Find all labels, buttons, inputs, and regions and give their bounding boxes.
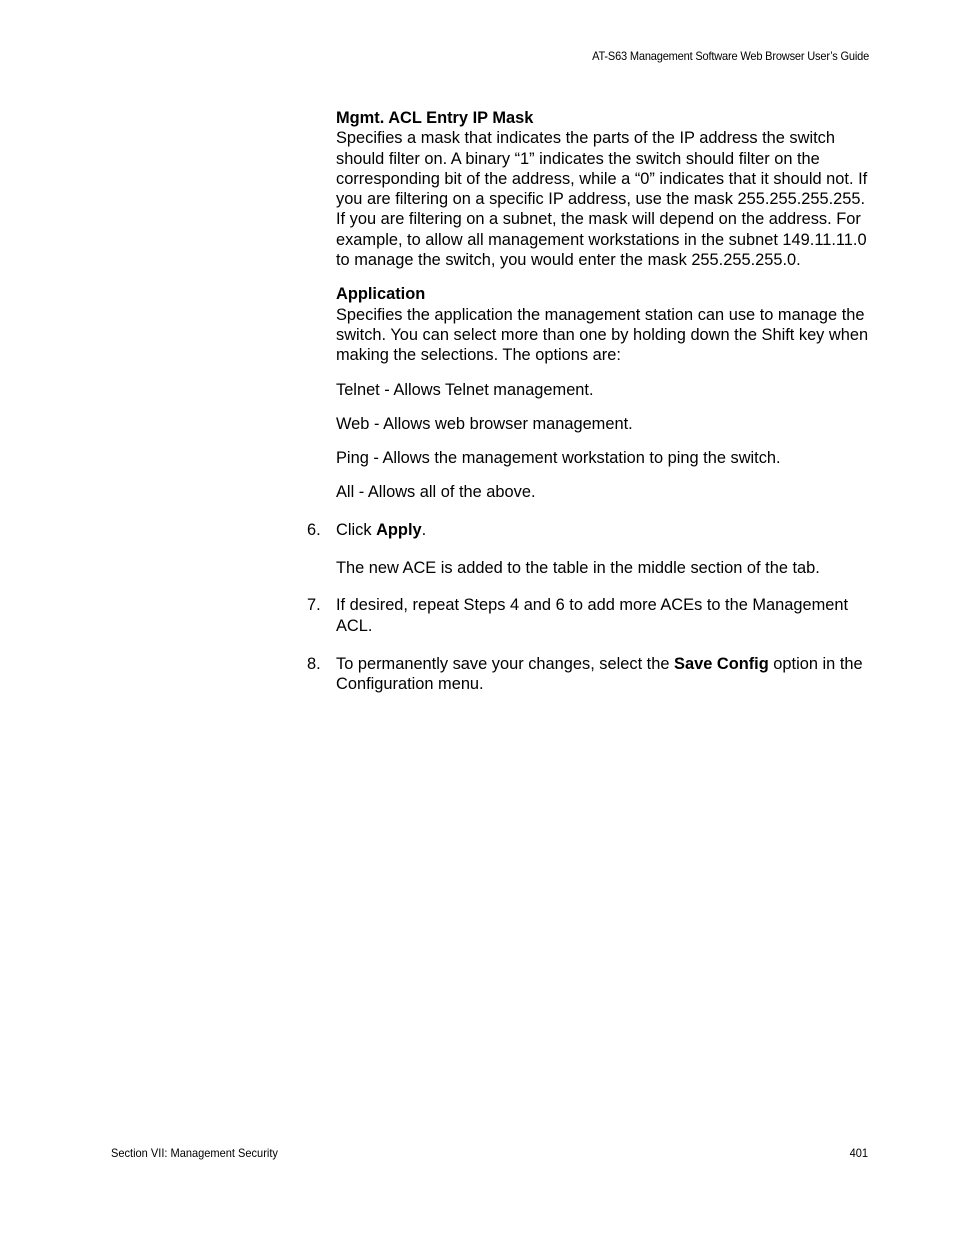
step-6-note: The new ACE is added to the table in the middle section of the tab.	[336, 559, 820, 578]
step-number: 8.	[307, 654, 321, 673]
step-text: Click	[336, 520, 377, 539]
step-6	[307, 520, 876, 540]
step-text-suffix: .	[421, 520, 427, 539]
step-bold-term: Apply	[376, 520, 422, 539]
application-section-body: Specifies the application the management station can use to manage the switch. You can select more than one by holding down the Shift key when making the selections. The options are:	[336, 305, 869, 365]
step-7	[307, 595, 876, 636]
option-ping: Ping - Allows the management workstation to ping the switch.	[336, 449, 781, 468]
page-content	[307, 108, 876, 695]
step-text: To permanently save your changes, select the	[336, 654, 675, 673]
application-section-title: Application	[336, 285, 426, 304]
running-header: AT-S63 Management Software Web Browser User’s Guide	[592, 49, 869, 63]
step-number: 6.	[307, 520, 321, 539]
step-8	[307, 654, 876, 695]
footer-section-title: Section VII: Management Security	[111, 1146, 278, 1160]
step-number: 7.	[307, 596, 321, 615]
step-bold-term: Save Config	[674, 654, 769, 673]
mask-section-title: Mgmt. ACL Entry IP Mask	[336, 109, 534, 127]
mask-section-body: Specifies a mask that indicates the parts of the IP address the switch should filter on. A binary “1” indicates the switch should filter on the corresponding bit of the address, while a “0” indicates that it should not. If you are filtering on a specific IP address, use the mask 255.255.255.255. If you are filtering on a subnet, the mask will depend on the address. For example, to allow all management workstations in the subnet 149.11.11.0 to manage the switch, you would enter the mask 255.255.255.0.	[336, 129, 868, 270]
option-telnet: Telnet - Allows Telnet management.	[336, 380, 594, 399]
step-text: If desired, repeat Steps 4 and 6 to add more ACEs to the Management ACL.	[336, 596, 849, 635]
footer-page-number: 401	[849, 1146, 868, 1160]
option-all: All - Allows all of the above.	[336, 483, 536, 502]
step-text-suffix: option in the Configuration menu.	[336, 654, 863, 694]
option-web: Web - Allows web browser management.	[336, 414, 633, 433]
